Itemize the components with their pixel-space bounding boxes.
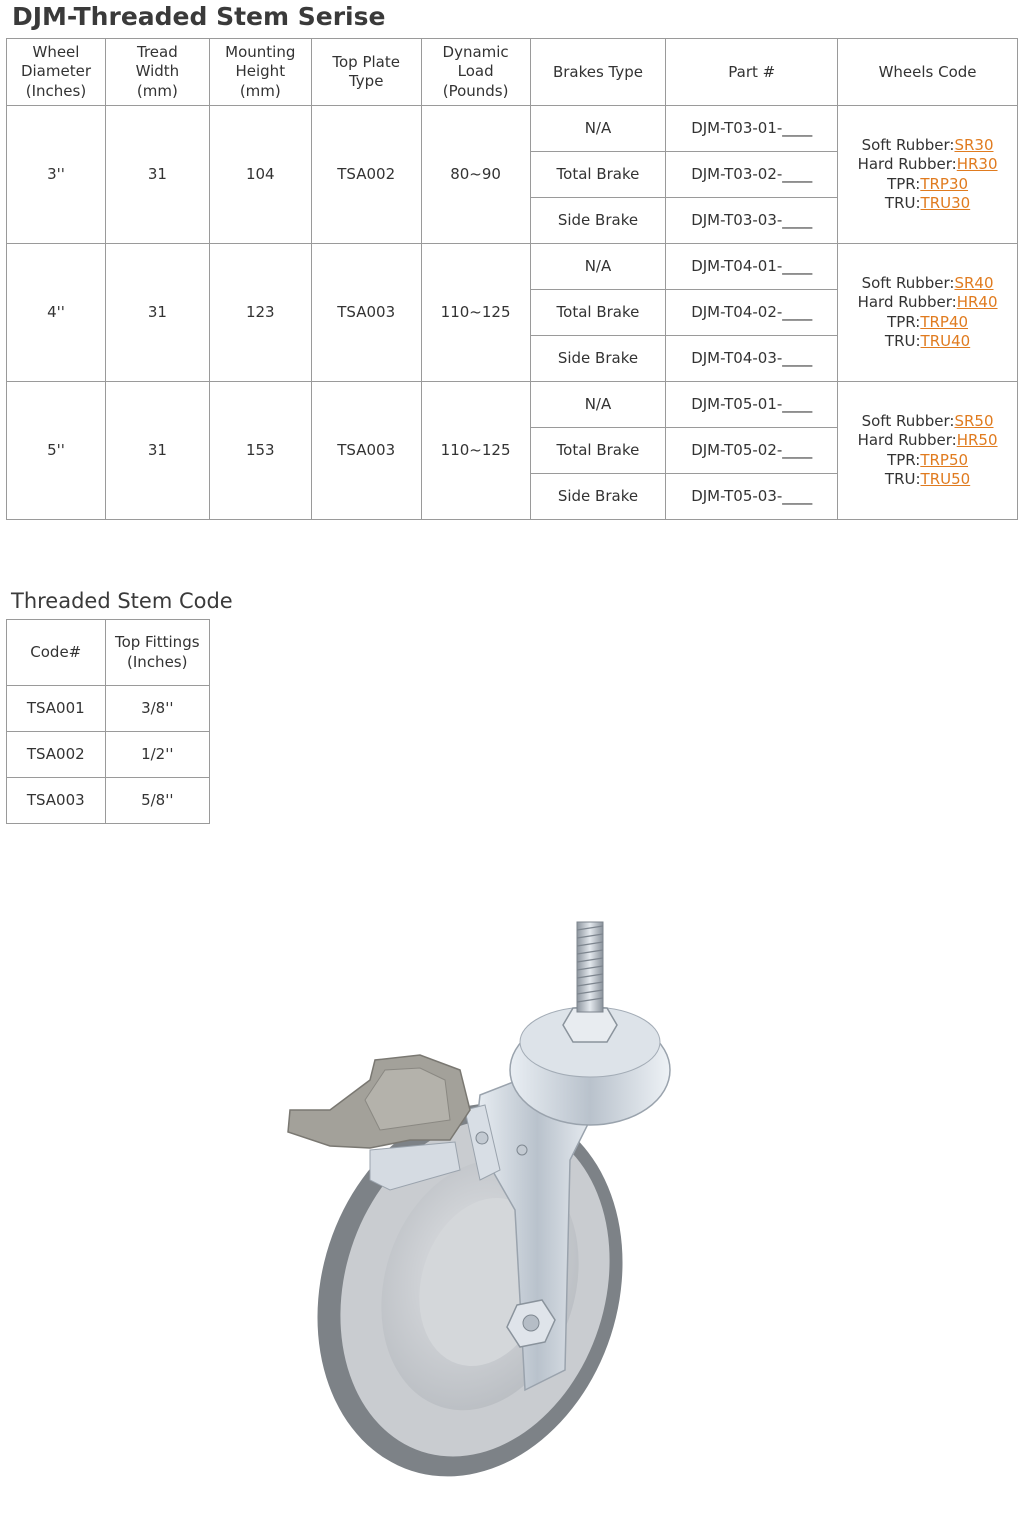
cell-wheels-code xyxy=(838,106,1018,244)
cell-mounting-height: 123 xyxy=(209,244,311,382)
cell-brake-type: Side Brake xyxy=(530,474,666,520)
caster-spec-table xyxy=(6,38,1018,520)
table-row xyxy=(7,686,210,732)
wheel-code-link[interactable]: TRU40 xyxy=(920,332,971,350)
header-tread-width: Tread Width (mm) xyxy=(105,39,209,106)
cell-brake-type: N/A xyxy=(530,244,666,290)
cell-code: TSA001 xyxy=(7,686,106,732)
header-brakes-type: Brakes Type xyxy=(530,39,666,106)
cell-tread-width: 31 xyxy=(105,382,209,520)
wheel-code-line: Hard Rubber:HR50 xyxy=(857,431,998,449)
wheel-code-line: Soft Rubber:SR40 xyxy=(861,273,994,292)
cell-brake-type: N/A xyxy=(530,382,666,428)
wheel-code-link[interactable]: SR40 xyxy=(954,273,994,292)
wheel-code-line: TRU:TRU40 xyxy=(884,332,971,350)
header-wheels-code: Wheels Code xyxy=(838,39,1018,106)
wheel-code-link[interactable]: TRP40 xyxy=(920,312,969,331)
wheel-code-link[interactable]: HR50 xyxy=(956,431,998,449)
section-title: Threaded Stem Code xyxy=(11,589,233,613)
wheel-code-line: TRU:TRU30 xyxy=(884,194,971,212)
header-part-number: Part # xyxy=(666,39,838,106)
wheel-code-link[interactable]: HR30 xyxy=(956,155,998,173)
cell-part-number: DJM-T04-02-____ xyxy=(666,290,838,336)
wheel-code-line: TPR:TRP50 xyxy=(887,450,969,469)
table-row xyxy=(7,778,210,824)
cell-tread-width: 31 xyxy=(105,106,209,244)
cell-top-plate: TSA003 xyxy=(311,244,421,382)
wheel-code-line: Hard Rubber:HR30 xyxy=(857,155,998,173)
cell-brake-type: Side Brake xyxy=(530,336,666,382)
table-header-row xyxy=(7,39,1018,106)
wheel-code-line: TPR:TRP30 xyxy=(887,174,969,193)
cell-brake-type: Total Brake xyxy=(530,428,666,474)
cell-brake-type: Total Brake xyxy=(530,152,666,198)
cell-part-number: DJM-T04-01-____ xyxy=(666,244,838,290)
table-header-row xyxy=(7,620,210,686)
cell-fitting: 1/2'' xyxy=(105,732,209,778)
cell-part-number: DJM-T05-03-____ xyxy=(666,474,838,520)
caster-product-image xyxy=(270,910,710,1490)
cell-part-number: DJM-T05-02-____ xyxy=(666,428,838,474)
cell-wheels-code xyxy=(838,244,1018,382)
cell-brake-type: Side Brake xyxy=(530,198,666,244)
wheel-code-line: Soft Rubber:SR50 xyxy=(861,411,994,430)
cell-dynamic-load: 110~125 xyxy=(421,244,530,382)
wheel-code-link[interactable]: TRP30 xyxy=(920,174,969,193)
cell-part-number: DJM-T03-03-____ xyxy=(666,198,838,244)
table-row xyxy=(7,732,210,778)
cell-fitting: 5/8'' xyxy=(105,778,209,824)
wheel-code-link[interactable]: SR30 xyxy=(954,135,994,154)
threaded-stem-code-table xyxy=(6,619,210,824)
header-code: Code# xyxy=(7,620,106,686)
cell-code: TSA002 xyxy=(7,732,106,778)
cell-top-plate: TSA003 xyxy=(311,382,421,520)
header-mounting-height: Mounting Height (mm) xyxy=(209,39,311,106)
cell-brake-type: Total Brake xyxy=(530,290,666,336)
cell-mounting-height: 104 xyxy=(209,106,311,244)
cell-dynamic-load: 110~125 xyxy=(421,382,530,520)
cell-tread-width: 31 xyxy=(105,244,209,382)
hex-nut xyxy=(563,1008,617,1042)
cell-part-number: DJM-T04-03-____ xyxy=(666,336,838,382)
table-row xyxy=(7,244,1018,290)
wheel-code-link[interactable]: HR40 xyxy=(956,293,998,311)
table-row xyxy=(7,106,1018,152)
cell-top-plate: TSA002 xyxy=(311,106,421,244)
wheel-code-line: Hard Rubber:HR40 xyxy=(857,293,998,311)
header-top-plate-type: Top Plate Type xyxy=(311,39,421,106)
header-top-fittings: Top Fittings (Inches) xyxy=(105,620,209,686)
wheel-code-link[interactable]: TRU30 xyxy=(920,194,971,212)
wheel-code-line: Soft Rubber:SR30 xyxy=(861,135,994,154)
cell-code: TSA003 xyxy=(7,778,106,824)
header-dynamic-load: Dynamic Load (Pounds) xyxy=(421,39,530,106)
table-row xyxy=(7,382,1018,428)
wheel-code-link[interactable]: TRP50 xyxy=(920,450,969,469)
wheel-code-line: TRU:TRU50 xyxy=(884,470,971,488)
cell-dynamic-load: 80~90 xyxy=(421,106,530,244)
wheel-code-link[interactable]: TRU50 xyxy=(920,470,971,488)
cell-part-number: DJM-T05-01-____ xyxy=(666,382,838,428)
wheel-code-link[interactable]: SR50 xyxy=(954,411,994,430)
cell-brake-type: N/A xyxy=(530,106,666,152)
cell-part-number: DJM-T03-01-____ xyxy=(666,106,838,152)
page-title: DJM-Threaded Stem Serise xyxy=(12,2,386,31)
cell-part-number: DJM-T03-02-____ xyxy=(666,152,838,198)
cell-fitting: 3/8'' xyxy=(105,686,209,732)
cell-wheels-code xyxy=(838,382,1018,520)
cell-diameter: 4'' xyxy=(7,244,106,382)
wheel-code-line: TPR:TRP40 xyxy=(887,312,969,331)
cell-mounting-height: 153 xyxy=(209,382,311,520)
cell-diameter: 5'' xyxy=(7,382,106,520)
header-wheel-diameter: Wheel Diameter (Inches) xyxy=(7,39,106,106)
cell-diameter: 3'' xyxy=(7,106,106,244)
